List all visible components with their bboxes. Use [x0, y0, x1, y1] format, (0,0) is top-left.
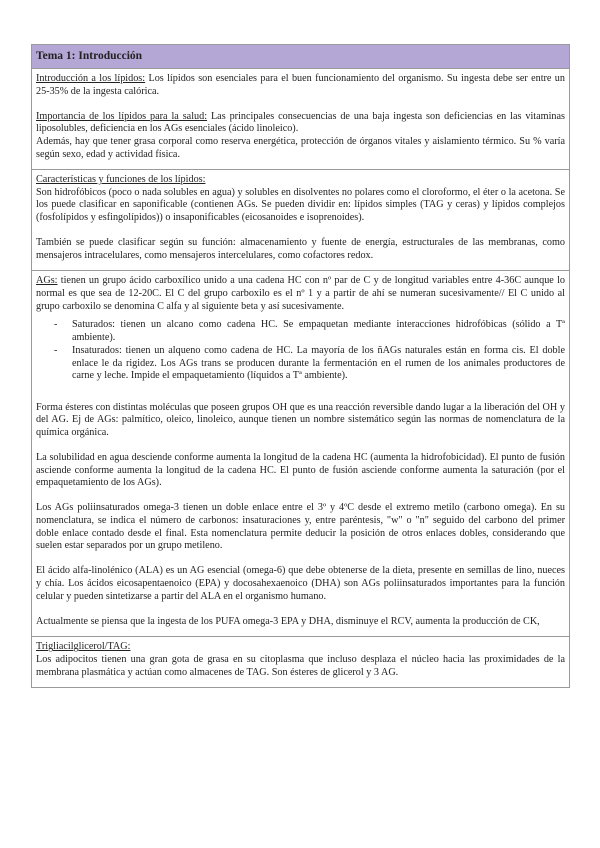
paragraph-grasa-corporal: Además, hay que tener grasa corporal como reserva energética, protección de órganos vitales y aislamiento térmico. Su % varía según sexo, edad y actividad física.: [36, 135, 565, 160]
paragraph-clasificacion: Son hidrofóbicos (poco o nada solubles en agua) y solubles en disolventes no polares como el cloroformo, el éter o la acetona. Se los puede clasificar en saponificable (contienen AGs. Se pueden dividir en: lípidos simples (TAG y ceras) y lípidos complejos (fosfolípidos y esfingolípidos)) o insaponificables (eicosanoides e isoprenoides).: [36, 186, 565, 223]
paragraph-esteres: Forma ésteres con distintas moléculas que poseen grupos OH que es una reacción reversible dando lugar a la liberación del OH y del AG. Ej de AGs: palmítico, oleico, linoleico, aunque tienen un nombre sistemático según las normas de nomenclatura de la química orgánica.: [36, 401, 565, 438]
heading-importancia: Importancia de los lípidos para la salud:: [36, 110, 208, 122]
heading-ags: AGs:: [36, 275, 58, 287]
paragraph-ala: El ácido alfa-linolénico (ALA) es un AG esencial (omega-6) que debe obtenerse de la dieta, presente en semillas de lino, nueces y chía. Los ácidos eicosapentaenoico (EPA) y docosahexaenoico (DHA) son AGs poliinsaturados importantes para la función celular y pueden sintetizarse a partir del ALA en el organismo humano.: [36, 565, 565, 602]
heading-tag: Trigliacilglicerol/TAG:: [36, 641, 131, 653]
section-introduccion: [32, 68, 569, 169]
section-caracteristicas: [32, 169, 569, 270]
paragraph-funcion: También se puede clasificar según su función: almacenamiento y fuente de energía, estructurales de las membranas, como mensajeros intracelulares, como mensajeros intercelulares, como cofactores redox.: [36, 237, 565, 261]
ags-types-list: [36, 319, 565, 383]
paragraph-omega3: Los AGs poliinsaturados omega-3 tienen un doble enlace entre el 3º y 4ºC desde el extremo metilo (carbono omega). En su nomenclatura, se indica el número de carbonos: insaturaciones y, entre paréntesis, "w" o "n" seguido del carbono del primer doble enlace contado desde el final. Esta nomenclatura permite deducir la posición de otros enlaces dobles, considerando que suelen estar separados por un grupo metileno.: [36, 502, 565, 552]
paragraph-importancia: Importancia de los lípidos para la salud: Las principales consecuencias de una baja ingesta son deficiencias en las vitaminas liposolubles, deficiencia en los AGs esenciales (ácido linoleico).: [36, 110, 565, 135]
heading-intro: Introducción a los lípidos:: [36, 73, 146, 84]
notes-table: [31, 44, 570, 688]
table-title: Tema 1: Introducción: [32, 44, 569, 68]
section-tag: [32, 636, 569, 687]
list-item-insaturados: - Insaturados: tienen un alqueno como cadena de HC. La mayoría de los ñAGs naturales están en forma cis. El doble enlace le da rigidez. Los AGs trans se producen durante la fermentación en el rumen de los animales productores de carne y leche. Impide el empaquetamiento (líquidos a Tª ambiente).: [54, 345, 565, 383]
heading-caracteristicas: Características y funciones de los lípidos:: [36, 174, 206, 186]
paragraph-adipocitos: Los adipocitos tienen una gran gota de grasa en su citoplasma que incluso desplaza el núcleo hacia las proximidades de la membrana plasmática y actúan como almacenes de TAG. Son ésteres de glicerol y 3 AG.: [36, 653, 565, 678]
paragraph-ags-intro: AGs: tienen un grupo ácido carboxílico unido a una cadena HC con nº par de C y de longitud variables entre 4-36C aunque lo normal es que sea de 12-20C. El C del grupo carboxilo es el nº 1 y a partir de ahí se numeran sucesivamente// El C unido al grupo carboxilo se denomina C alfa y al siguiente beta y así sucesivamente.: [36, 275, 565, 312]
section-ags: [32, 270, 569, 636]
list-item-saturados: - Saturados: tienen un alcano como cadena HC. Se empaquetan mediante interacciones hidrofóbicas (sólido a Tª ambiente).: [54, 319, 565, 344]
paragraph-pufa: Actualmente se piensa que la ingesta de los PUFA omega-3 EPA y DHA, disminuye el RCV, aumenta la producción de CK,: [36, 615, 540, 627]
paragraph-solubilidad: La solubilidad en agua desciende conforme aumenta la longitud de la cadena HC (aumenta la hidrofobicidad). El punto de fusión asciende conforme aumenta la longitud de la cadena HC. El punto de fusión asciende conforme aumenta la saturación (por el empaquetamiento de los AGs).: [36, 452, 565, 489]
paragraph-intro: Introducción a los lípidos: Los lípidos son esenciales para el buen funcionamiento del organismo. Su ingesta debe ser entre un 25-35% de la ingesta calórica.: [36, 73, 565, 97]
